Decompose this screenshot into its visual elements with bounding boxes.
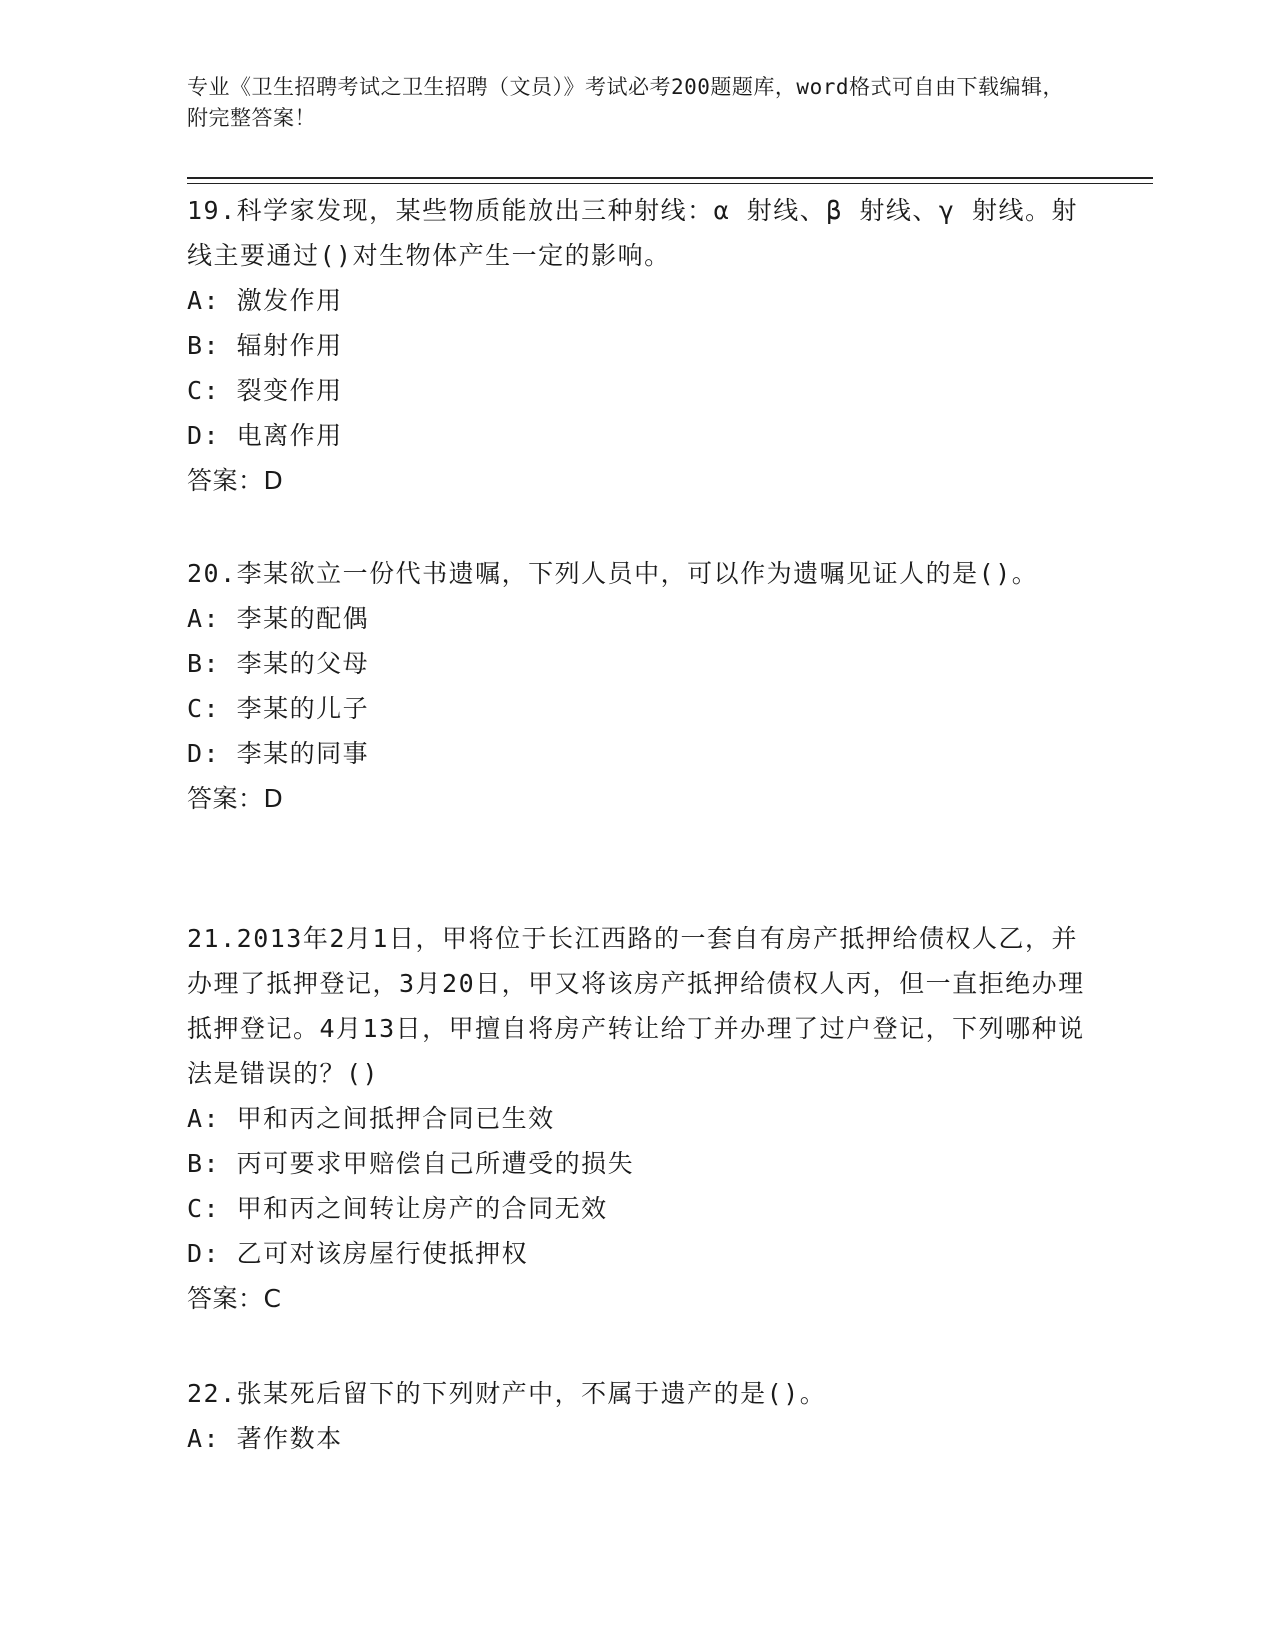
option-a: A: 激发作用: [187, 286, 343, 315]
question-stem: 22.张某死后留下的下列财产中，不属于遗产的是()。: [187, 1379, 827, 1408]
question-22: [187, 1371, 1087, 1461]
option-c: C: 李某的儿子: [187, 694, 370, 723]
answer-line: 答案：D: [187, 466, 284, 495]
option-c: C: 甲和丙之间转让房产的合同无效: [187, 1194, 608, 1223]
question-stem: 19.科学家发现，某些物质能放出三种射线：α 射线、β 射线、γ 射线。射线主要通过()对生物体产生一定的影响。: [187, 196, 1078, 270]
question-21: [187, 916, 1087, 1321]
option-d: D: 电离作用: [187, 421, 343, 450]
answer-line: 答案：C: [187, 1284, 282, 1313]
option-a: A: 甲和丙之间抵押合同已生效: [187, 1104, 555, 1133]
question-stem: 20.李某欲立一份代书遗嘱，下列人员中，可以作为遗嘱见证人的是()。: [187, 559, 1039, 588]
option-a: A: 著作数本: [187, 1424, 343, 1453]
question-19: [187, 188, 1087, 503]
question-20: [187, 551, 1087, 821]
option-b: B: 丙可要求甲赔偿自己所遭受的损失: [187, 1149, 635, 1178]
document-header: 专业《卫生招聘考试之卫生招聘（文员）》考试必考200题题库，word格式可自由下载编辑，附完整答案！: [187, 75, 1064, 130]
option-d: D: 乙可对该房屋行使抵押权: [187, 1239, 529, 1268]
header-divider-thick: [187, 177, 1153, 179]
header-divider-thin: [187, 183, 1153, 184]
option-b: B: 李某的父母: [187, 649, 370, 678]
option-c: C: 裂变作用: [187, 376, 343, 405]
answer-line: 答案：D: [187, 784, 284, 813]
option-a: A: 李某的配偶: [187, 604, 370, 633]
option-d: D: 李某的同事: [187, 739, 370, 768]
question-stem: 21.2013年2月1日，甲将位于长江西路的一套自有房产抵押给债权人乙，并办理了抵押登记，3月20日，甲又将该房产抵押给债权人丙，但一直拒绝办理抵押登记。4月13日，甲擅自将房产转让给丁并办理了过户登记，下列哪种说法是错误的？(): [187, 924, 1085, 1088]
option-b: B: 辐射作用: [187, 331, 343, 360]
